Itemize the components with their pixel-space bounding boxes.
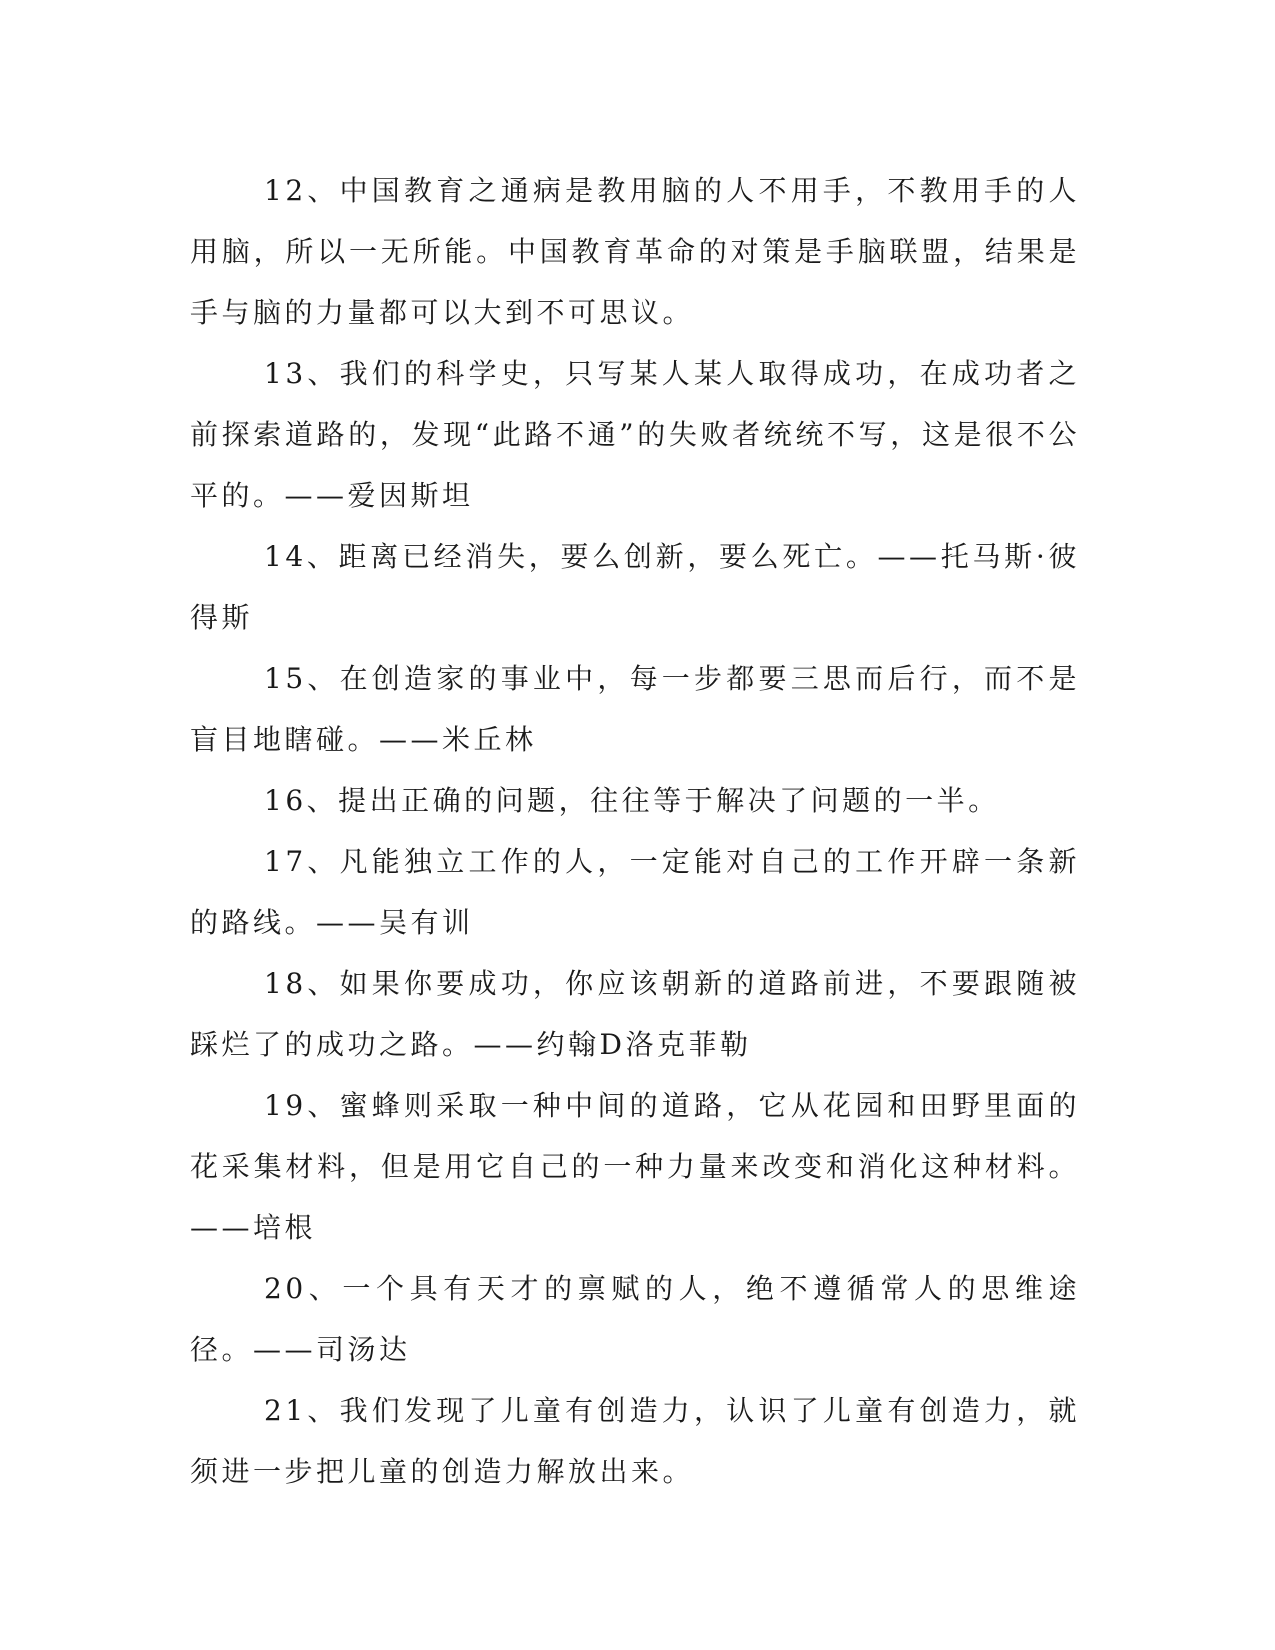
quote-paragraph-13: 13、我们的科学史，只写某人某人取得成功，在成功者之前探索道路的，发现“此路不通”的失败者统统不写，这是很不公平的。——爱因斯坦 — [190, 357, 1080, 512]
quote-paragraph-20: 20、一个具有天才的禀赋的人，绝不遵循常人的思维途径。——司汤达 — [190, 1272, 1080, 1366]
quote-paragraph-15: 15、在创造家的事业中，每一步都要三思而后行，而不是盲目地瞎碰。——米丘林 — [190, 662, 1080, 756]
quote-paragraph-17: 17、凡能独立工作的人，一定能对自己的工作开辟一条新的路线。——吴有训 — [190, 845, 1080, 939]
quote-paragraph-21: 21、我们发现了儿童有创造力，认识了儿童有创造力，就须进一步把儿童的创造力解放出来。 — [190, 1394, 1080, 1488]
quote-paragraph-16: 16、提出正确的问题，往往等于解决了问题的一半。 — [264, 784, 1000, 817]
quote-paragraph-14: 14、距离已经消失，要么创新，要么死亡。——托马斯·彼得斯 — [190, 540, 1080, 634]
document-body — [190, 160, 1080, 1502]
quote-paragraph-18: 18、如果你要成功，你应该朝新的道路前进，不要跟随被踩烂了的成功之路。——约翰D洛克菲勒 — [190, 967, 1080, 1061]
quote-paragraph-12: 12、中国教育之通病是教用脑的人不用手，不教用手的人用脑，所以一无所能。中国教育革命的对策是手脑联盟，结果是手与脑的力量都可以大到不可思议。 — [190, 174, 1080, 329]
quote-paragraph-19: 19、蜜蜂则采取一种中间的道路，它从花园和田野里面的花采集材料，但是用它自己的一种力量来改变和消化这种材料。——培根 — [190, 1089, 1080, 1244]
